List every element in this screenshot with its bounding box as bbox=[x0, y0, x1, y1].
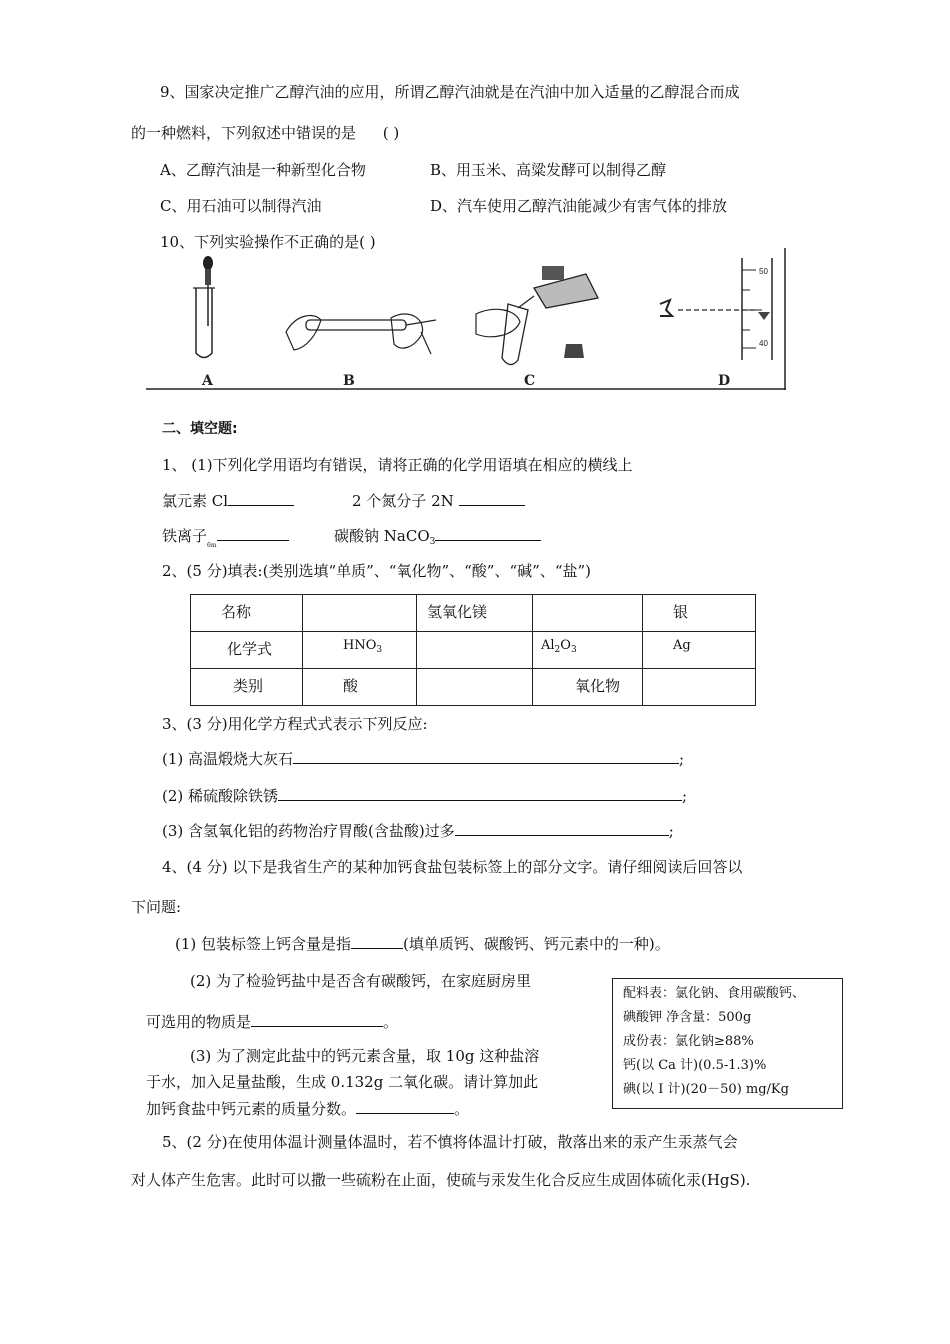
f1-item4-sub: 3 bbox=[429, 537, 436, 547]
option-b-label: B bbox=[343, 373, 355, 389]
f3-item1 bbox=[162, 749, 684, 769]
formula-o-sub: 3 bbox=[570, 645, 577, 655]
f1-item-iron-ion bbox=[162, 526, 289, 556]
formula-hno: HNO bbox=[343, 638, 377, 653]
cylinder-scale-40: 40 bbox=[759, 339, 768, 348]
f1-item4-text: 碳酸钠 NaCO bbox=[334, 527, 430, 545]
q10-stem: 10、下列实验操作不正确的是( ) bbox=[160, 233, 376, 251]
f4-q2-post: 。 bbox=[383, 1013, 399, 1031]
formula-al: Al bbox=[541, 638, 555, 653]
option-d-label: D bbox=[718, 373, 731, 389]
q9-stem-end: 的一种燃料，下列叙述中错误的是 bbox=[131, 124, 357, 142]
f3-blank-3[interactable] bbox=[455, 821, 669, 836]
cell-formula-2[interactable] bbox=[417, 632, 533, 669]
cell-cat-1: 酸 bbox=[303, 669, 417, 706]
label-line-4: 钙(以 Ca 计)(0.5-1.3)% bbox=[623, 1058, 767, 1073]
cell-name-1[interactable] bbox=[303, 595, 417, 632]
cell-cat-3: 氧化物 bbox=[533, 669, 643, 706]
f1-blank-2[interactable] bbox=[459, 491, 525, 506]
cell-formula-1 bbox=[303, 632, 417, 669]
q9-line2 bbox=[131, 123, 399, 143]
f3-end-1: ; bbox=[679, 750, 685, 768]
f4-blank-3[interactable] bbox=[356, 1099, 454, 1114]
f3-item3-text: (3) 含氢氧化铝的药物治疗胃酸(含盐酸)过多 bbox=[162, 822, 455, 840]
f4-blank-1[interactable] bbox=[351, 934, 403, 949]
label-line-2: 碘酸钾 净含量：500g bbox=[623, 1010, 752, 1025]
f4-q3-post: 。 bbox=[454, 1100, 470, 1118]
f1-item1-text: 氯元素 Cl bbox=[162, 492, 229, 510]
f1-stem: 1、 (1)下列化学用语均有错误，请将正确的化学用语填在相应的横线上 bbox=[162, 456, 633, 474]
option-a-label: A bbox=[202, 373, 213, 389]
f3-end-3: ; bbox=[668, 822, 674, 840]
f5-line2: 对人体产生危害。此时可以撒一些硫粉在止面，使硫与汞发生化合反应生成固体硫化汞(HgS). bbox=[131, 1171, 751, 1189]
q9-answer-paren: ( ) bbox=[382, 124, 400, 142]
f3-item1-text: (1) 高温煅烧大灰石 bbox=[162, 750, 294, 768]
f4-stem-line2: 下问题: bbox=[131, 898, 182, 916]
option-d-cylinder-illustration bbox=[660, 258, 772, 360]
label-line-1: 配料表：氯化钠、食用碳酸钙、 bbox=[623, 986, 806, 1001]
f4-q1-pre: (1) 包装标签上钙含量是指 bbox=[175, 935, 352, 953]
cell-name-3[interactable] bbox=[533, 595, 643, 632]
f4-q2-line1: (2) 为了检验钙盐中是否含有碳酸钙，在家庭厨房里 bbox=[190, 972, 532, 990]
cell-name-label: 名称 bbox=[191, 595, 303, 632]
f4-q1-post: (填单质钙、碳酸钙、钙元素中的一种)。 bbox=[403, 935, 670, 953]
cell-formula-3 bbox=[533, 632, 643, 669]
f4-q2-pre: 可选用的物质是 bbox=[146, 1013, 252, 1031]
formula-hno-sub: 3 bbox=[376, 645, 383, 655]
option-b-tube-illustration bbox=[286, 314, 436, 354]
option-c-label: C bbox=[524, 373, 536, 389]
f4-stem-line1: 4、(4 分) 以下是我省生产的某种加钙食盐包装标签上的部分文字。请仔细阅读后回答以 bbox=[162, 858, 743, 876]
f2-stem: 2、(5 分)填表:(类别选填“单质”、“氧化物”、“酸”、“碱”、“盐”) bbox=[162, 562, 592, 580]
salt-package-label bbox=[612, 978, 843, 1109]
f1-blank-4[interactable] bbox=[435, 526, 541, 541]
f4-q3-pre: 加钙食盐中钙元素的质量分数。 bbox=[146, 1100, 357, 1118]
q9-option-a: A、乙醇汽油是一种新型化合物 bbox=[160, 161, 366, 179]
cell-name-2: 氢氧化镁 bbox=[417, 595, 533, 632]
q10-figure bbox=[146, 248, 786, 390]
f1-blank-1[interactable] bbox=[228, 491, 294, 506]
f2-table bbox=[190, 594, 756, 706]
f1-item2-text: 2 个氮分子 2N bbox=[352, 492, 454, 510]
f5-line1: 5、(2 分)在使用体温计测量体温时，若不慎将体温计打破，散落出来的汞产生汞蒸气会 bbox=[162, 1133, 738, 1151]
cell-formula-label: 化学式 bbox=[191, 632, 303, 669]
label-line-3: 成份表：氯化钠≥88% bbox=[623, 1034, 754, 1049]
f4-q3-line1: (3) 为了测定此盐中的钙元素含量，取 10g 这种盐溶 bbox=[190, 1047, 540, 1065]
formula-o: O bbox=[560, 638, 571, 653]
cell-cat-2[interactable] bbox=[417, 669, 533, 706]
lab-operations-diagram bbox=[146, 248, 786, 390]
option-c-pouring-illustration bbox=[476, 266, 598, 365]
q9-option-c: C、用石油可以制得汽油 bbox=[160, 197, 322, 215]
cell-name-4: 银 bbox=[643, 595, 756, 632]
f1-item-chlorine bbox=[162, 491, 294, 511]
table-row bbox=[191, 632, 756, 669]
f3-blank-2[interactable] bbox=[278, 786, 682, 801]
f3-item2 bbox=[162, 786, 687, 806]
f1-item3-sub: 6m bbox=[207, 542, 217, 549]
label-line-5: 碘(以 I 计)(20－50) mg/Kg bbox=[623, 1082, 789, 1097]
f1-item-sodium-carbonate bbox=[334, 526, 541, 552]
f1-item3-text: 铁离子 bbox=[162, 527, 208, 545]
f3-blank-1[interactable] bbox=[293, 749, 679, 764]
cell-formula-4: Ag bbox=[643, 632, 756, 669]
q9-option-d: D、汽车使用乙醇汽油能减少有害气体的排放 bbox=[430, 197, 728, 215]
q9-line1: 9、国家决定推广乙醇汽油的应用，所谓乙醇汽油就是在汽油中加入适量的乙醇混合而成 bbox=[160, 83, 740, 101]
option-a-dropper-illustration bbox=[193, 256, 215, 358]
q9-option-b: B、用玉米、高粱发酵可以制得乙醇 bbox=[430, 161, 667, 179]
f4-q2-line2 bbox=[146, 1012, 398, 1032]
f3-item3 bbox=[162, 821, 674, 841]
f1-blank-3[interactable] bbox=[217, 526, 289, 541]
cell-cat-label: 类别 bbox=[191, 669, 303, 706]
f3-stem: 3、(3 分)用化学方程式式表示下列反应: bbox=[162, 715, 428, 733]
cylinder-scale-50: 50 bbox=[759, 267, 768, 276]
f3-item2-text: (2) 稀硫酸除铁锈 bbox=[162, 787, 279, 805]
table-row bbox=[191, 595, 756, 632]
f4-q3-line2: 于水，加入足量盐酸，生成 0.132g 二氧化碳。请计算加此 bbox=[146, 1073, 539, 1091]
section-title: 二、填空题: bbox=[162, 421, 238, 437]
f3-end-2: ; bbox=[682, 787, 688, 805]
f4-q1 bbox=[175, 934, 670, 954]
table-row bbox=[191, 669, 756, 706]
f4-blank-2[interactable] bbox=[251, 1012, 383, 1027]
formula-al-sub: 2 bbox=[554, 645, 561, 655]
f1-item-nitrogen bbox=[352, 491, 525, 511]
cell-cat-4[interactable] bbox=[643, 669, 756, 706]
f4-q3-line3 bbox=[146, 1099, 469, 1119]
